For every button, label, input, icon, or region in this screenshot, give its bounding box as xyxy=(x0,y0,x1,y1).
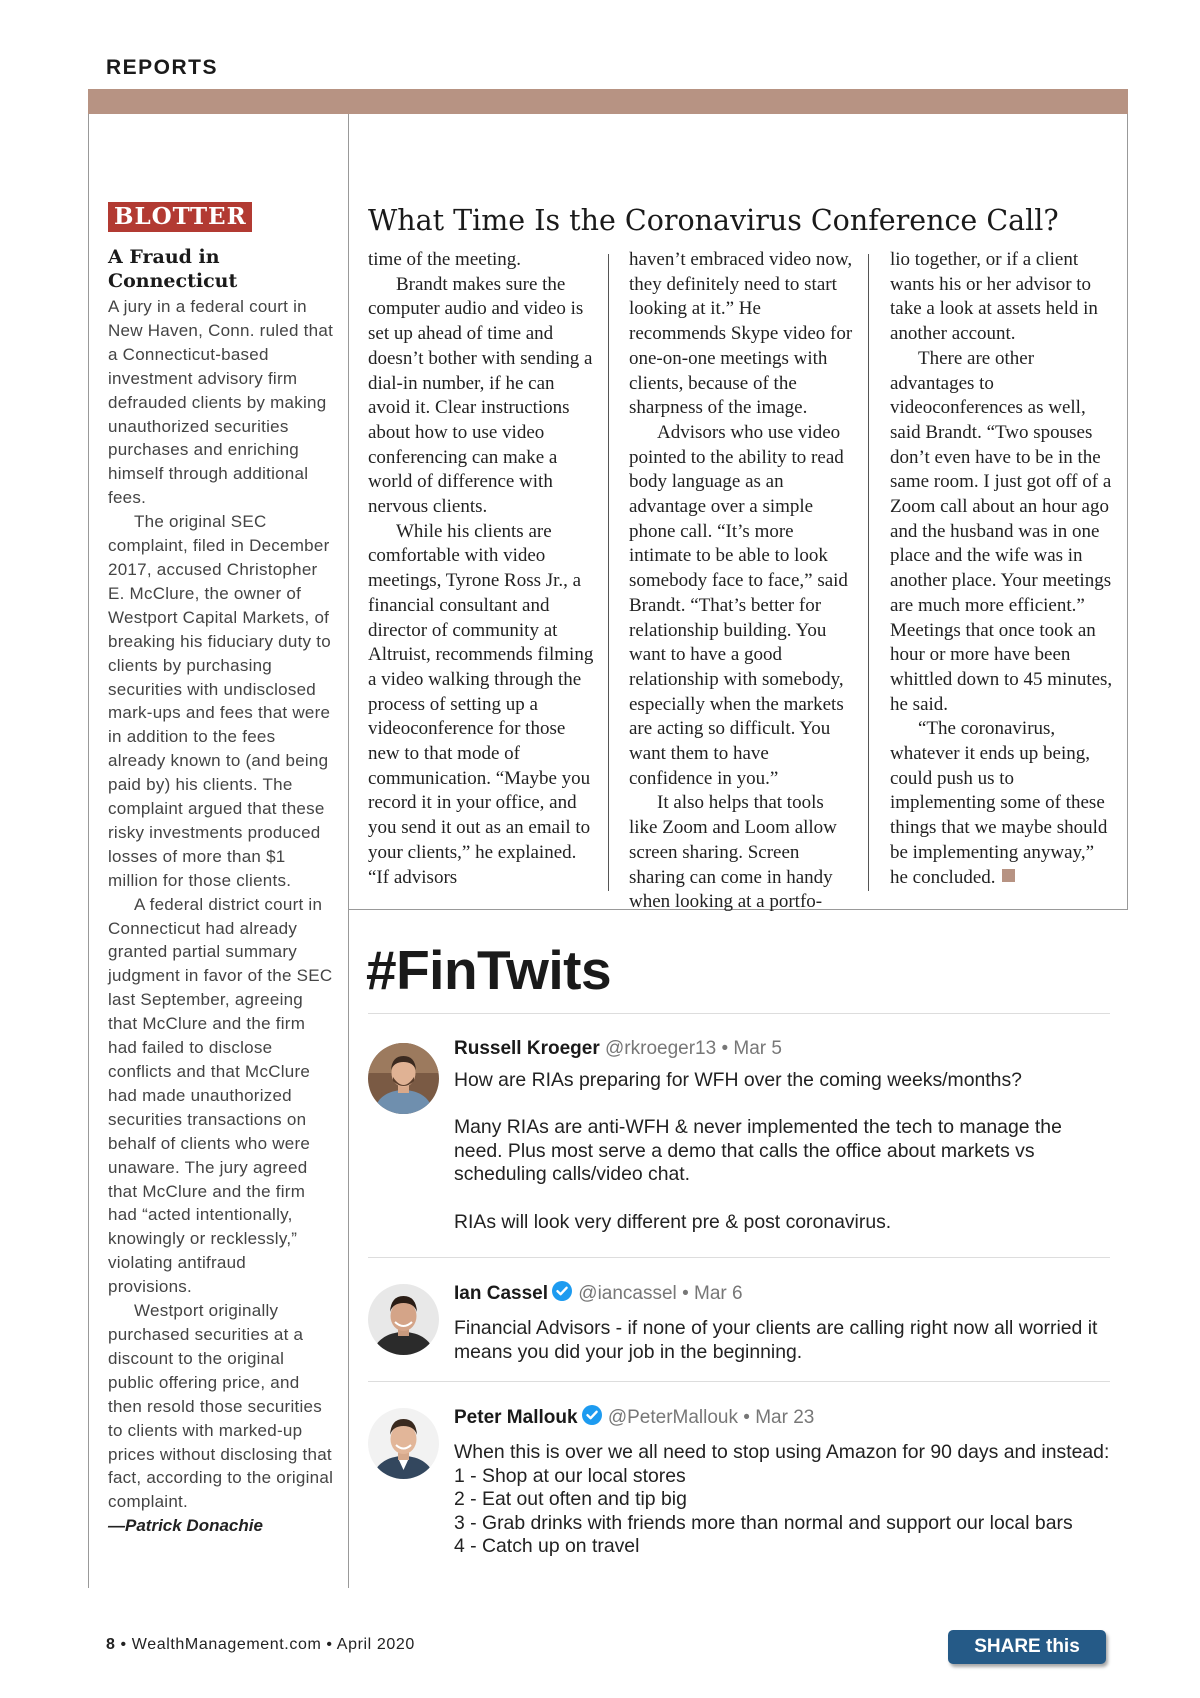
blotter-sidebar xyxy=(108,202,334,1538)
article-paragraph: haven’t embraced video now, they definitely need to start looking at it.” He recommends Skype video for one-on-one meetings with clients, because of the sharpness of the image. xyxy=(629,249,853,419)
blotter-paragraph: The original SEC complaint, filed in December 2017, accused Christopher E. McClure, the owner of Westport Capital Markets, of breaking his fiduciary duty to clients by purchasing securities with undisclosed mark-ups and fees that were in addition to the fees already known to (and being paid by) his clients. The complaint argued that these risky investments produced losses of more than $1 million for those clients. xyxy=(108,512,331,890)
tweet-line: 4 - Catch up on travel xyxy=(454,1535,640,1558)
column-rule xyxy=(608,254,609,891)
tweet-author-name[interactable]: Ian Cassel xyxy=(454,1283,548,1304)
page-number: 8 xyxy=(106,1636,116,1653)
footer-site[interactable]: WealthManagement.com xyxy=(131,1636,322,1653)
blotter-paragraph: A jury in a federal court in New Haven, Conn. ruled that a Connecticut-based investment advisory firm defrauded clients by making unauthorized securities purchases and enriching himself through additional fees. xyxy=(108,297,334,508)
tweet-dot: • xyxy=(721,1038,729,1059)
header-accent-bar xyxy=(88,89,1128,114)
tweet-text xyxy=(454,1317,1114,1364)
footer-separator: • xyxy=(120,1636,127,1653)
blotter-headline: A Fraud in Connecticut xyxy=(108,246,238,292)
article-column-3 xyxy=(890,248,1116,890)
end-mark-icon xyxy=(1002,869,1015,882)
frame-left-border xyxy=(88,114,89,1588)
tweet-content xyxy=(454,1404,1114,1559)
tweet-separator xyxy=(368,1257,1110,1258)
footer-issue: April 2020 xyxy=(336,1636,415,1653)
avatar[interactable] xyxy=(368,1284,439,1355)
column-rule xyxy=(868,254,869,891)
tweet-line: 2 - Eat out often and tip big xyxy=(454,1488,687,1511)
blotter-paragraph: A federal district court in Connecticut had already granted partial summary judgment in favor of the SEC last September, agreeing that McClure and the firm had failed to disclose conflicts and that McClure had made unauthorized securities transactions on behalf of clients who were unaware. The jury agreed that McClure and the firm had “acted intentionally, knowingly or recklessly,” violating antifraud provisions. xyxy=(108,894,333,1297)
tweet-header xyxy=(454,1404,1114,1433)
page-footer xyxy=(106,1636,415,1654)
tweet-line: When this is over we all need to stop using Amazon for 90 days and instead: xyxy=(454,1441,1110,1463)
article-paragraph: Advisors who use video pointed to the ability to read body language as an advantage over a simple phone call. “It’s more intimate to be able to look somebody face to face,” said Brandt. “That’s better for relationship building. You want to have a good relationship with somebody, especially when the markets are acting so difficult. You want them to have confidence in you.” xyxy=(629,421,848,789)
tweet-dot: • xyxy=(682,1283,689,1304)
tweet-author-name[interactable]: Peter Mallouk xyxy=(454,1407,578,1428)
tweet-content xyxy=(454,1037,1114,1234)
tweet-line: Many RIAs are anti-WFH & never implemented the tech to manage the need. Plus most serve a demo that calls the office about markets vs scheduling calls/video chat. xyxy=(454,1116,1062,1186)
tweet-separator xyxy=(368,1381,1110,1382)
tweet-date[interactable]: Mar 5 xyxy=(733,1038,782,1059)
blotter-body xyxy=(108,295,334,1514)
tweet-line: How are RIAs preparing for WFH over the coming weeks/months? xyxy=(454,1069,1022,1091)
article-paragraph: Brandt makes sure the computer audio and video is set up ahead of time and doesn’t bother with sending a dial-in number, if he can avoid it. Clear instructions about how to use video conferencing can make a world of difference with nervous clients. xyxy=(368,273,593,518)
article-paragraph: There are other advantages to videoconferences as well, said Brandt. “Two spouses don’t even have to be in the same room. I just got off of a Zoom call about an hour ago and the husband was in one place and the wife was in another place. Your meetings are much more efficient.” Meetings that once took an hour or more have been whittled down to 45 minutes, he said. xyxy=(890,347,1113,715)
blotter-byline: —Patrick Donachie xyxy=(108,1516,263,1536)
avatar[interactable] xyxy=(368,1043,439,1114)
article-paragraph xyxy=(890,717,1116,890)
article-column-2 xyxy=(629,248,855,915)
tweet-dot: • xyxy=(743,1407,750,1428)
tweet-header xyxy=(454,1037,1114,1061)
article-paragraph: It also helps that tools like Zoom and Loom allow screen sharing. Screen sharing can come in handy when looking at a portfo- xyxy=(629,792,837,913)
tweet-date[interactable]: Mar 23 xyxy=(755,1407,815,1428)
tweet-line: Financial Advisors - if none of your clients are calling right now all worried it means you did your job in the beginning. xyxy=(454,1317,1098,1363)
tweet-handle[interactable]: @PeterMallouk xyxy=(607,1407,738,1428)
tweet-author-name[interactable]: Russell Kroeger xyxy=(454,1038,600,1059)
article-closing-text: “The coronavirus, whatever it ends up being, could push us to implementing some of these things that we maybe should be implementing anyway,” he concluded. xyxy=(890,718,1108,888)
tweet-line: 1 - Shop at our local stores xyxy=(454,1464,686,1487)
verified-badge-icon xyxy=(581,1404,603,1433)
fintwits-title: #FinTwits xyxy=(366,939,612,1001)
tweet-separator xyxy=(368,1013,1110,1014)
sidebar-divider xyxy=(348,114,349,1588)
article-paragraph: time of the meeting. xyxy=(368,249,522,270)
article-paragraph: lio together, or if a client wants his or her advisor to take a look at assets held in another account. xyxy=(890,249,1098,345)
tweet-date[interactable]: Mar 6 xyxy=(694,1283,743,1304)
section-label: REPORTS xyxy=(106,56,219,79)
tweet-header xyxy=(454,1280,1114,1309)
blotter-badge: BLOTTER xyxy=(108,202,252,232)
tweet-handle[interactable]: @rkroeger13 xyxy=(605,1038,717,1059)
share-article-button[interactable]: SHARE this article xyxy=(948,1630,1106,1664)
blotter-paragraph: Westport originally purchased securities at a discount to the original public offering price, and then resold those securities to clients with marked-up prices without disclosing that fact, according to the original complaint. xyxy=(108,1301,334,1512)
tweet-content xyxy=(454,1280,1114,1364)
tweet-handle[interactable]: @iancassel xyxy=(578,1283,677,1304)
verified-badge-icon xyxy=(551,1280,573,1309)
tweet-text xyxy=(454,1069,1114,1234)
article-column-1 xyxy=(368,248,594,890)
article-paragraph: While his clients are comfortable with video meetings, Tyrone Ross Jr., a financial consultant and director of community at Altruist, recommends filming a video walking through the process of setting up a videoconference for those new to that mode of communication. “Maybe you record it in your office, and you send it out as an email to your clients,” he explained. “If advisors xyxy=(368,520,594,888)
avatar[interactable] xyxy=(368,1408,439,1479)
article-title: What Time Is the Coronavirus Conference Call? xyxy=(368,204,1059,237)
tweet-line: RIAs will look very different pre & post coronavirus. xyxy=(454,1210,892,1233)
tweet-line: 3 - Grab drinks with friends more than normal and support our local bars xyxy=(454,1511,1073,1534)
footer-separator: • xyxy=(326,1636,333,1653)
tweet-text xyxy=(454,1441,1114,1559)
